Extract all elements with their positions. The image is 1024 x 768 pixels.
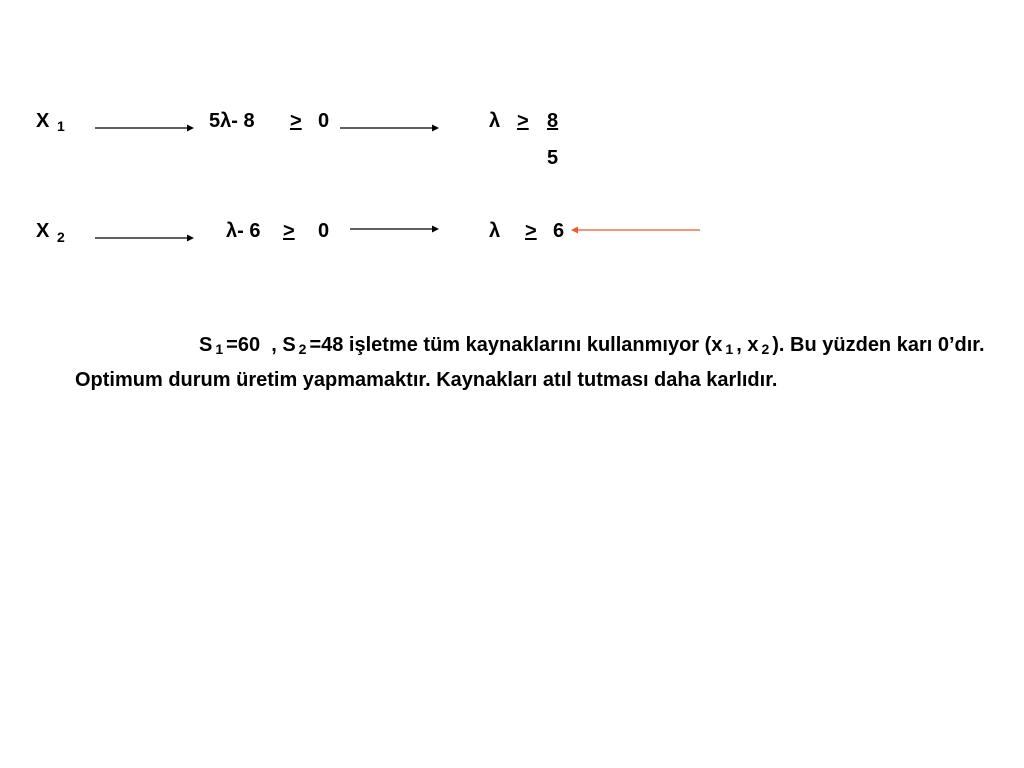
row1-constraint-operator: >	[290, 110, 302, 132]
row2-constraint-left: λ- 6	[226, 220, 261, 242]
row1-variable: X	[36, 110, 50, 132]
row1-constraint-left: 5λ- 8	[209, 110, 255, 132]
row2-constraint-operator: >	[283, 220, 295, 242]
slack-s2-subscript: 2	[298, 341, 307, 357]
x2-subscript: 2	[761, 341, 770, 357]
row1-variable-subscript: 1	[57, 118, 65, 134]
row2-result-value: 6	[553, 220, 565, 242]
explanation-paragraph	[75, 330, 995, 396]
slack-s1-subscript: 1	[215, 341, 224, 357]
row1-arrow-1	[95, 122, 195, 134]
paragraph-comma: , x	[736, 334, 759, 356]
row1-constraint-rhs: 0	[318, 110, 330, 132]
row2-arrow-2	[350, 223, 440, 235]
row1-result-operator: >	[517, 110, 529, 132]
row2-variable: X	[36, 220, 50, 242]
row2-highlight-arrow	[570, 224, 702, 236]
slack-s1-label: S	[199, 334, 213, 356]
row1-result-denominator: 5	[547, 147, 559, 169]
row1-result-lambda: λ	[489, 110, 501, 132]
row2-result-operator: >	[525, 220, 537, 242]
row2-constraint-rhs: 0	[318, 220, 330, 242]
slack-s1-value: =60	[226, 334, 261, 356]
row2-variable-subscript: 2	[57, 229, 65, 245]
row2-arrow-1	[95, 232, 195, 244]
row2-result-lambda: λ	[489, 220, 501, 242]
paragraph-text-b: ). Bu yüzden karı 0’dır. Optimum durum üretim yapmamaktır. Kaynakları atıl tutması daha karlıdır.	[75, 334, 985, 391]
paragraph-text-a: =48 işletme tüm kaynaklarını kullanmıyor (x	[309, 334, 723, 356]
slack-s2-label: , S	[271, 334, 296, 356]
row1-result-numerator: 8	[547, 110, 559, 132]
row1-arrow-2	[340, 122, 440, 134]
x1-subscript: 1	[725, 341, 734, 357]
